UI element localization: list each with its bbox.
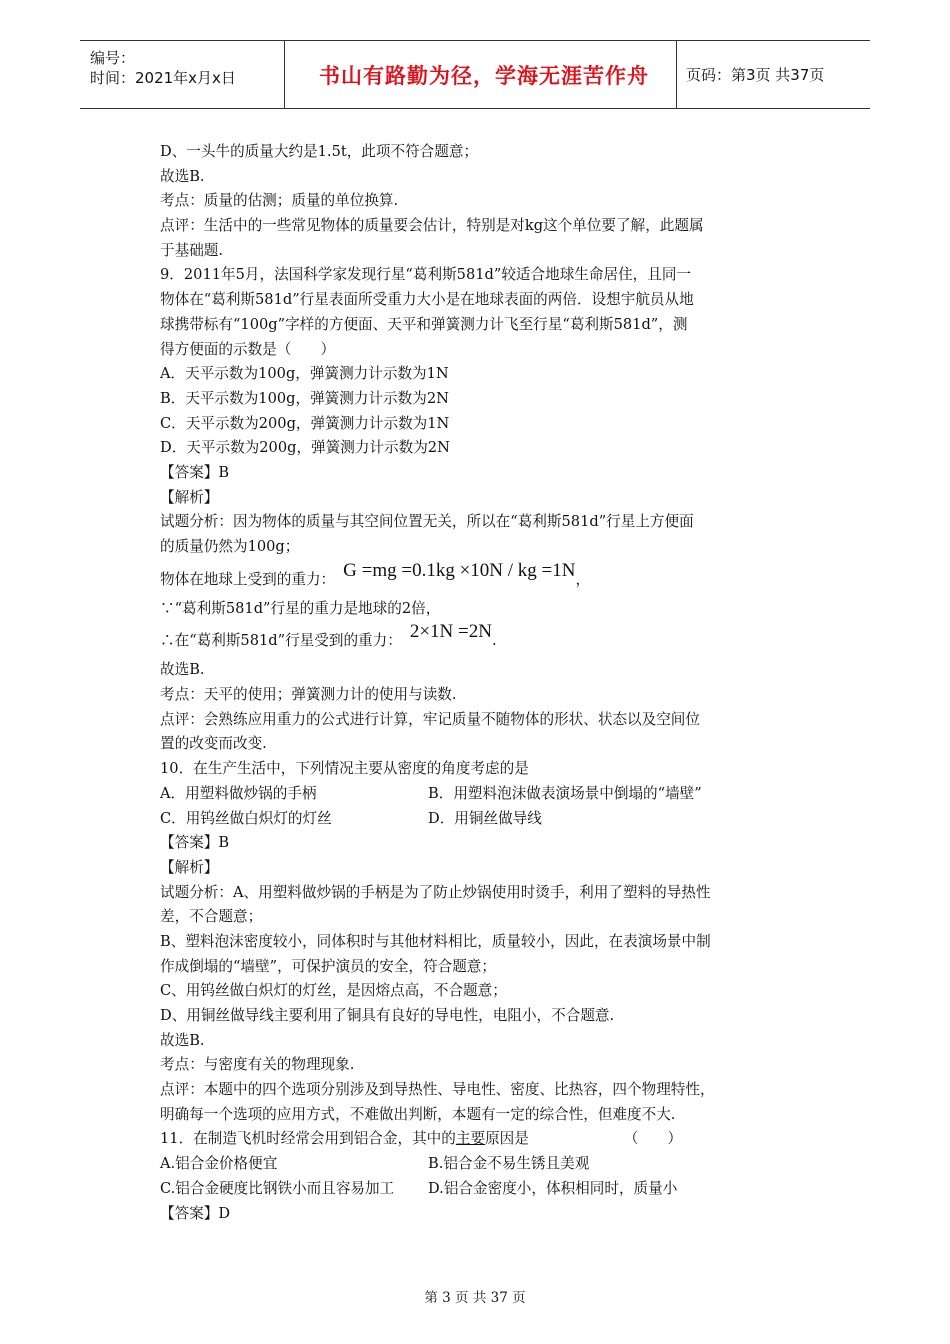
question-11-stem xyxy=(160,1127,800,1152)
analysis-text: 作成倒塌的“墙壁”，可保护演员的安全，符合题意； xyxy=(160,957,496,975)
stem-part: 原因是 （ ） xyxy=(485,1130,683,1148)
text-line: 置的改变而改变. xyxy=(160,735,267,753)
text-line: 考点：质量的估测；质量的单位换算. xyxy=(160,192,399,210)
question-10-option-c: C．用钨丝做白炽灯的灯丝 xyxy=(160,809,332,827)
answer-label: 【答案】B xyxy=(160,463,230,481)
answer-label: 【答案】D xyxy=(160,1204,231,1222)
date-label: 时间：2021年x月x日 xyxy=(90,69,236,87)
analysis-text: B、塑料泡沫密度较小，同体积时与其他材料相比，质量较小，因此，在表演场景中制 xyxy=(160,932,711,950)
analysis-text: 的质量仍然为100g； xyxy=(160,538,300,555)
question-9-option-b: B．天平示数为100g，弹簧测力计示数为2N xyxy=(160,389,449,407)
text-line: 故选B. xyxy=(160,1031,205,1049)
question-10-option-a: A．用塑料做炒锅的手柄 xyxy=(160,784,317,802)
formula-intro: 物体在地球上受到的重力： xyxy=(160,570,336,588)
analysis-text: 试题分析：因为物体的质量与其空间位置无关，所以在“葛利斯581d”行星上方便面 xyxy=(160,513,694,531)
underlined-word: 主要 xyxy=(455,1130,486,1148)
options-row xyxy=(160,782,800,807)
analysis-text: 试题分析：A、用塑料做炒锅的手柄是为了防止炒锅使用时烫手，利用了塑料的导热性 xyxy=(160,883,711,901)
question-10-option-d: D．用铜丝做导线 xyxy=(428,809,542,827)
question-9-stem: 物体在“葛利斯581d”行星表面所受重力大小是在地球表面的两倍．设想宇航员从地 xyxy=(160,291,694,309)
text-line: 点评：会熟练应用重力的公式进行计算，牢记质量不随物体的形状、状态以及空间位 xyxy=(160,710,700,728)
question-11-option-b: B.铝合金不易生锈且美观 xyxy=(428,1155,590,1173)
document-body xyxy=(160,140,800,1226)
options-row xyxy=(160,1152,800,1177)
text-line: 明确每一个选项的应用方式，不难做出判断，本题有一定的综合性，但难度不大. xyxy=(160,1105,676,1123)
analysis-text: ∵“葛利斯581d”行星的重力是地球的2倍， xyxy=(160,599,441,617)
header-motto: 书山有路勤为径，学海无涯苦作舟 xyxy=(319,63,649,88)
analysis-text: C、用钨丝做白炽灯的灯丝，是因熔点高，不合题意； xyxy=(160,982,507,1000)
text-line: 点评：本题中的四个选项分别涉及到导热性、导电性、密度、比热容，四个物理特性， xyxy=(160,1081,715,1099)
question-9-option-d: D．天平示数为200g，弹簧测力计示数为2N xyxy=(160,439,450,457)
question-11-option-d: D.铝合金密度小，体积相同时，质量小 xyxy=(428,1179,678,1197)
question-11-option-a: A.铝合金价格便宜 xyxy=(160,1155,278,1173)
text-line: 于基础题. xyxy=(160,241,224,259)
stem-part: 11．在制造飞机时经常会用到铝合金，其中的 xyxy=(160,1130,456,1148)
text-line: 故选B. xyxy=(160,661,205,679)
question-9-stem: 9．2011年5月，法国科学家发现行星“葛利斯581d”较适合地球生命居住，且同一 xyxy=(160,266,692,284)
text-line: D、一头牛的质量大约是1.5t，此项不符合题意； xyxy=(160,143,479,160)
analysis-label: 【解析】 xyxy=(160,858,219,876)
question-9-stem: 球携带标有“100g”字样的方便面、天平和弹簧测力计飞至行星“葛利斯581d”，测 xyxy=(160,315,688,333)
question-11-option-c: C.铝合金硬度比钢铁小而且容易加工 xyxy=(160,1179,395,1197)
question-9-stem: 得方便面的示数是（ ） xyxy=(160,340,336,358)
header-divider xyxy=(284,41,285,108)
text-line: 考点：与密度有关的物理现象. xyxy=(160,1056,355,1074)
gravity-formula: 2×1N =2N xyxy=(409,621,492,643)
analysis-text: D、用铜丝做导线主要利用了铜具有良好的导电性，电阻小，不合题意. xyxy=(160,1007,615,1024)
options-row xyxy=(160,807,800,832)
header-page-info: 页码：第3页 共37页 xyxy=(686,66,825,84)
formula-end: ， xyxy=(575,570,591,588)
formula-line xyxy=(160,560,800,597)
formula-end: . xyxy=(491,632,497,650)
formula-intro: ∴在“葛利斯581d”行星受到的重力： xyxy=(160,632,402,650)
options-row xyxy=(160,1177,800,1202)
page-footer: 第 3 页 共 37 页 xyxy=(424,1290,526,1306)
document-number-label: 编号： xyxy=(90,49,136,67)
question-10-stem: 10．在生产生活中，下列情况主要从密度的角度考虑的是 xyxy=(160,760,529,778)
page-header xyxy=(80,40,870,109)
question-9-option-a: A．天平示数为100g，弹簧测力计示数为1N xyxy=(160,365,449,383)
text-line: 考点：天平的使用；弹簧测力计的使用与读数. xyxy=(160,686,457,704)
question-10-option-b: B．用塑料泡沫做表演场景中倒塌的“墙壁” xyxy=(428,784,702,802)
question-9-option-c: C．天平示数为200g，弹簧测力计示数为1N xyxy=(160,414,450,432)
formula-line xyxy=(160,621,800,658)
gravity-formula: G =mg =0.1kg ×10N / kg =1N xyxy=(343,559,576,581)
text-line: 点评：生活中的一些常见物体的质量要会估计，特别是对kg这个单位要了解，此题属 xyxy=(160,217,704,235)
analysis-text: 差，不合题意； xyxy=(160,908,263,926)
answer-label: 【答案】B xyxy=(160,834,230,852)
text-line: 故选B. xyxy=(160,167,205,185)
analysis-label: 【解析】 xyxy=(160,488,219,506)
